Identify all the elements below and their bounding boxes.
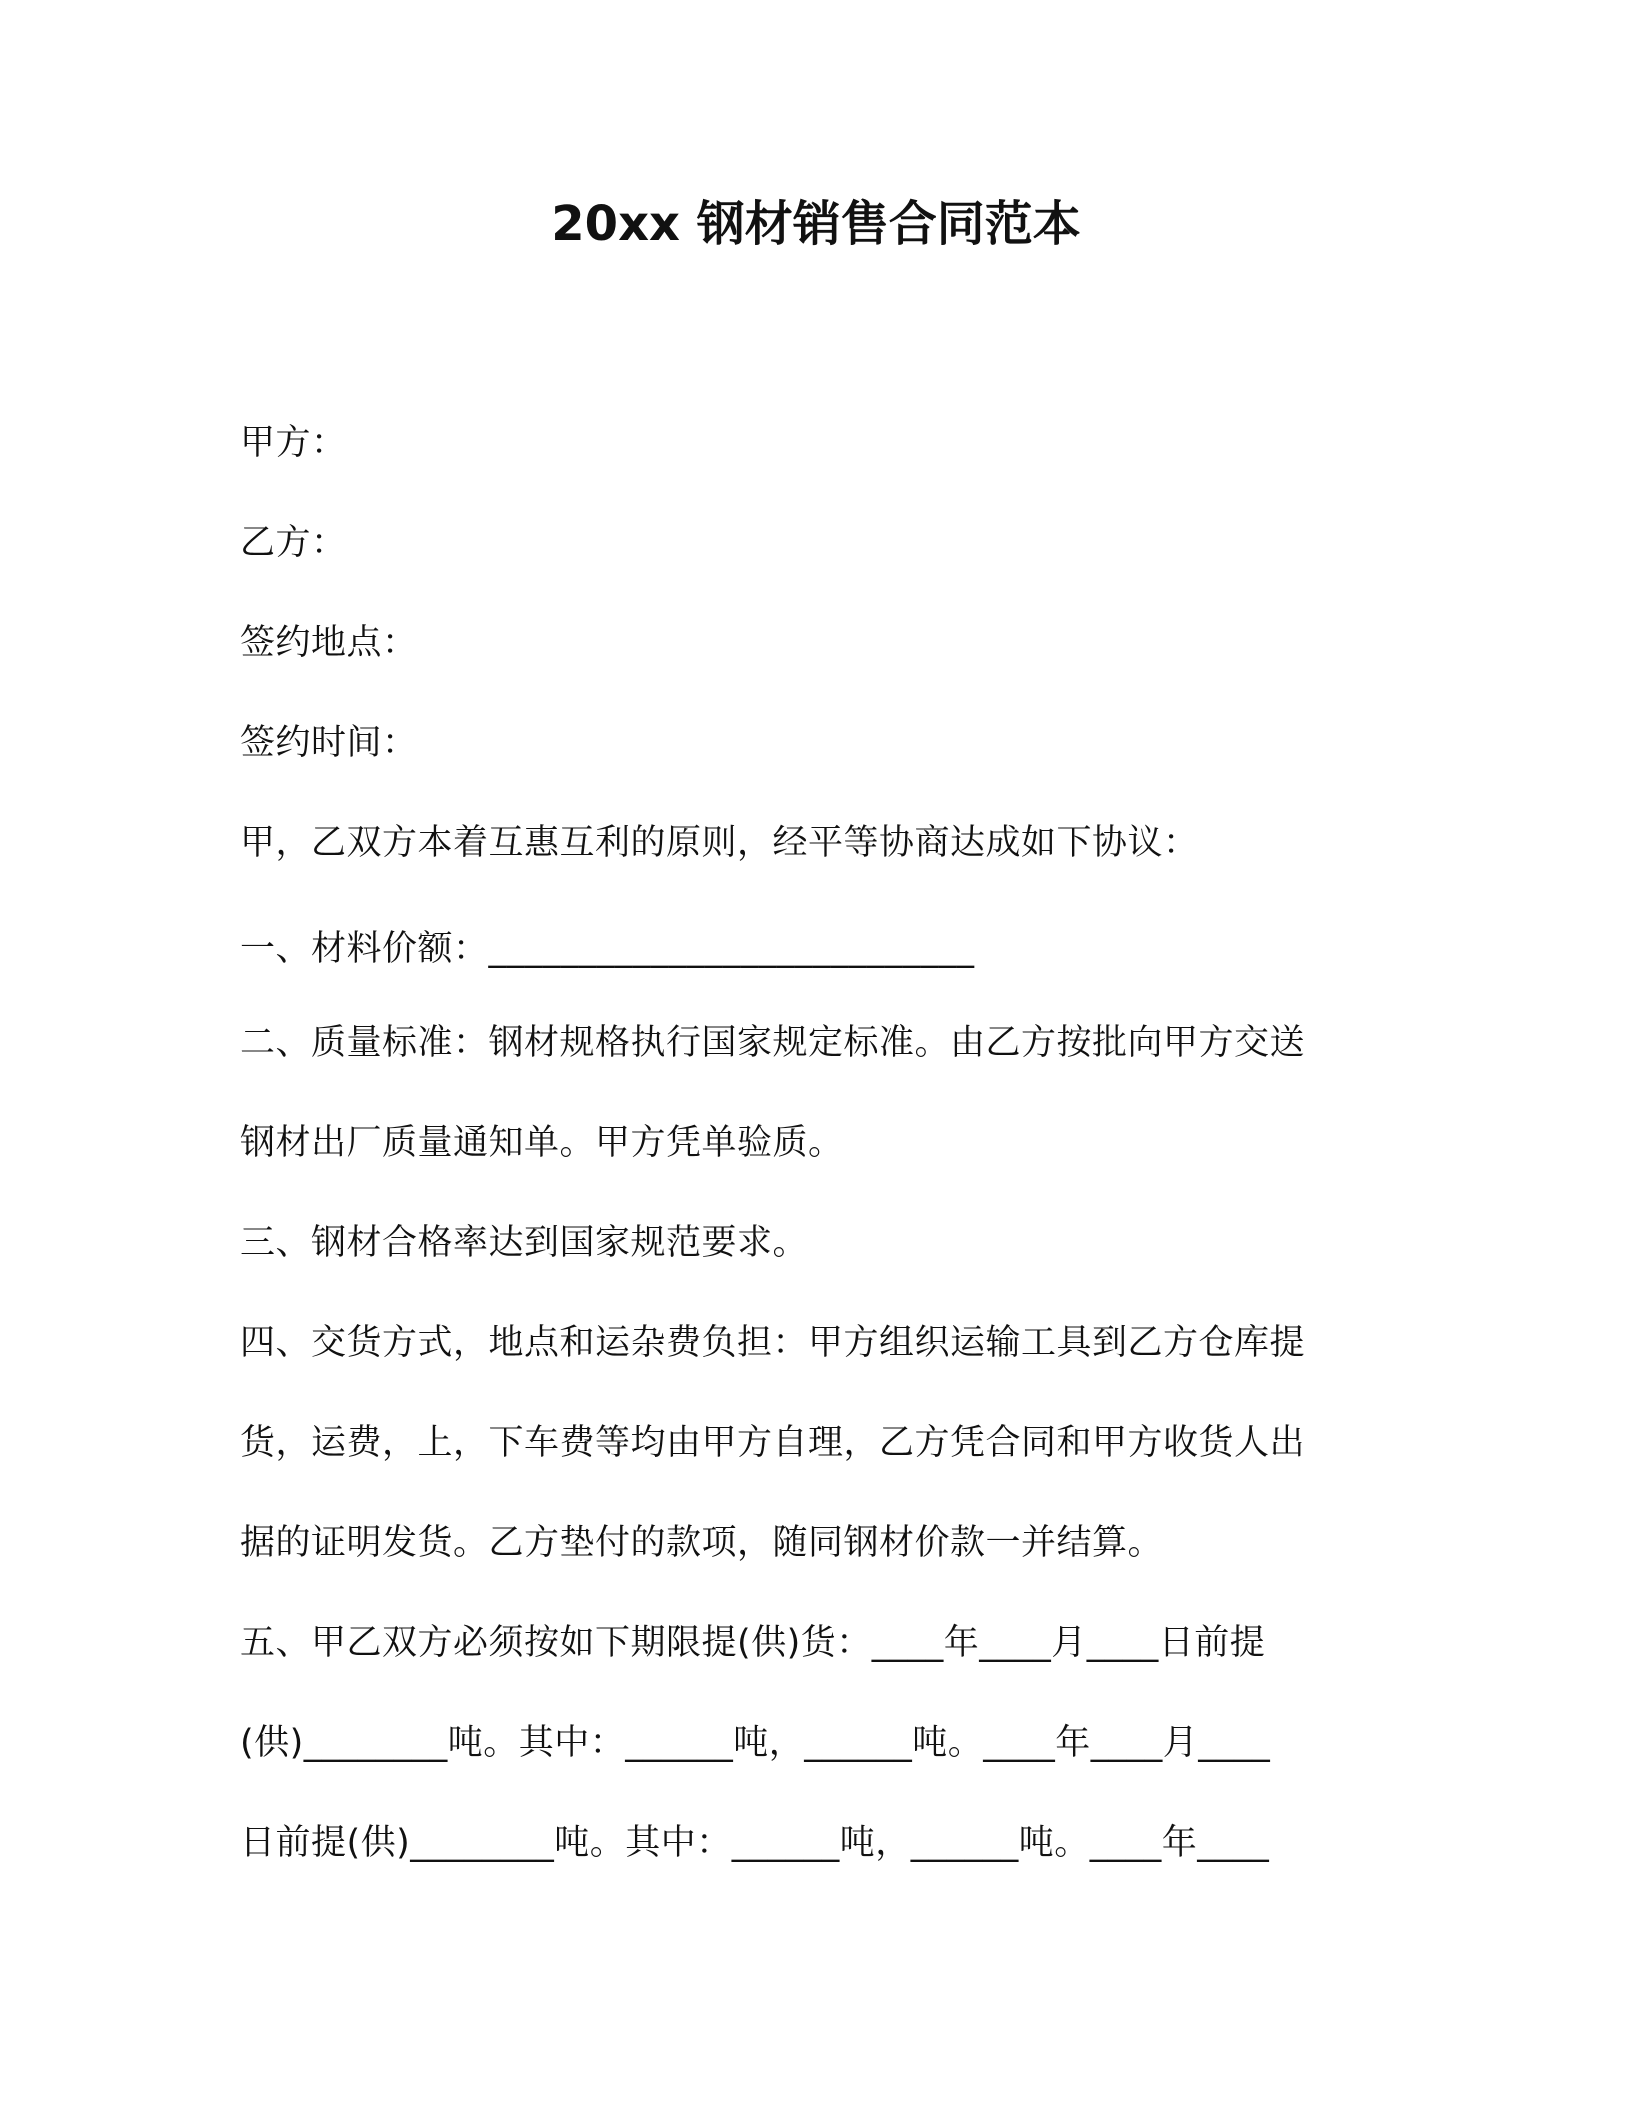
signing-place-line: 签约地点： bbox=[240, 623, 418, 663]
clause-5-line-2: (供)________吨。其中：______吨，______吨。____年____月____ bbox=[240, 1723, 1271, 1763]
preamble-line: 甲，乙双方本着互惠互利的原则，经平等协商达成如下协议： bbox=[240, 823, 1199, 863]
clause-2-line-1: 二、质量标准：钢材规格执行国家规定标准。由乙方按批向甲方交送 bbox=[240, 1023, 1306, 1063]
clause-1-line: 一、材料价额：___________________________ bbox=[240, 929, 975, 969]
clause-2-line-2: 钢材出厂质量通知单。甲方凭单验质。 bbox=[240, 1123, 844, 1163]
document-title: 20xx 钢材销售合同范本 bbox=[551, 196, 1081, 252]
clause-4-line-1: 四、交货方式，地点和运杂费负担：甲方组织运输工具到乙方仓库提 bbox=[240, 1323, 1306, 1363]
signing-time-line: 签约时间： bbox=[240, 723, 418, 763]
party-b-line: 乙方： bbox=[240, 523, 347, 563]
party-a-line: 甲方： bbox=[240, 423, 347, 463]
clause-4-line-2: 货，运费，上，下车费等均由甲方自理，乙方凭合同和甲方收货人出 bbox=[240, 1423, 1306, 1463]
clause-3-line: 三、钢材合格率达到国家规范要求。 bbox=[240, 1223, 809, 1263]
clause-5-line-1: 五、甲乙双方必须按如下期限提(供)货：____年____月____日前提 bbox=[240, 1623, 1266, 1663]
clause-5-line-3: 日前提(供)________吨。其中：______吨，______吨。____年____ bbox=[240, 1823, 1270, 1863]
clause-4-line-3: 据的证明发货。乙方垫付的款项，随同钢材价款一并结算。 bbox=[240, 1523, 1164, 1563]
